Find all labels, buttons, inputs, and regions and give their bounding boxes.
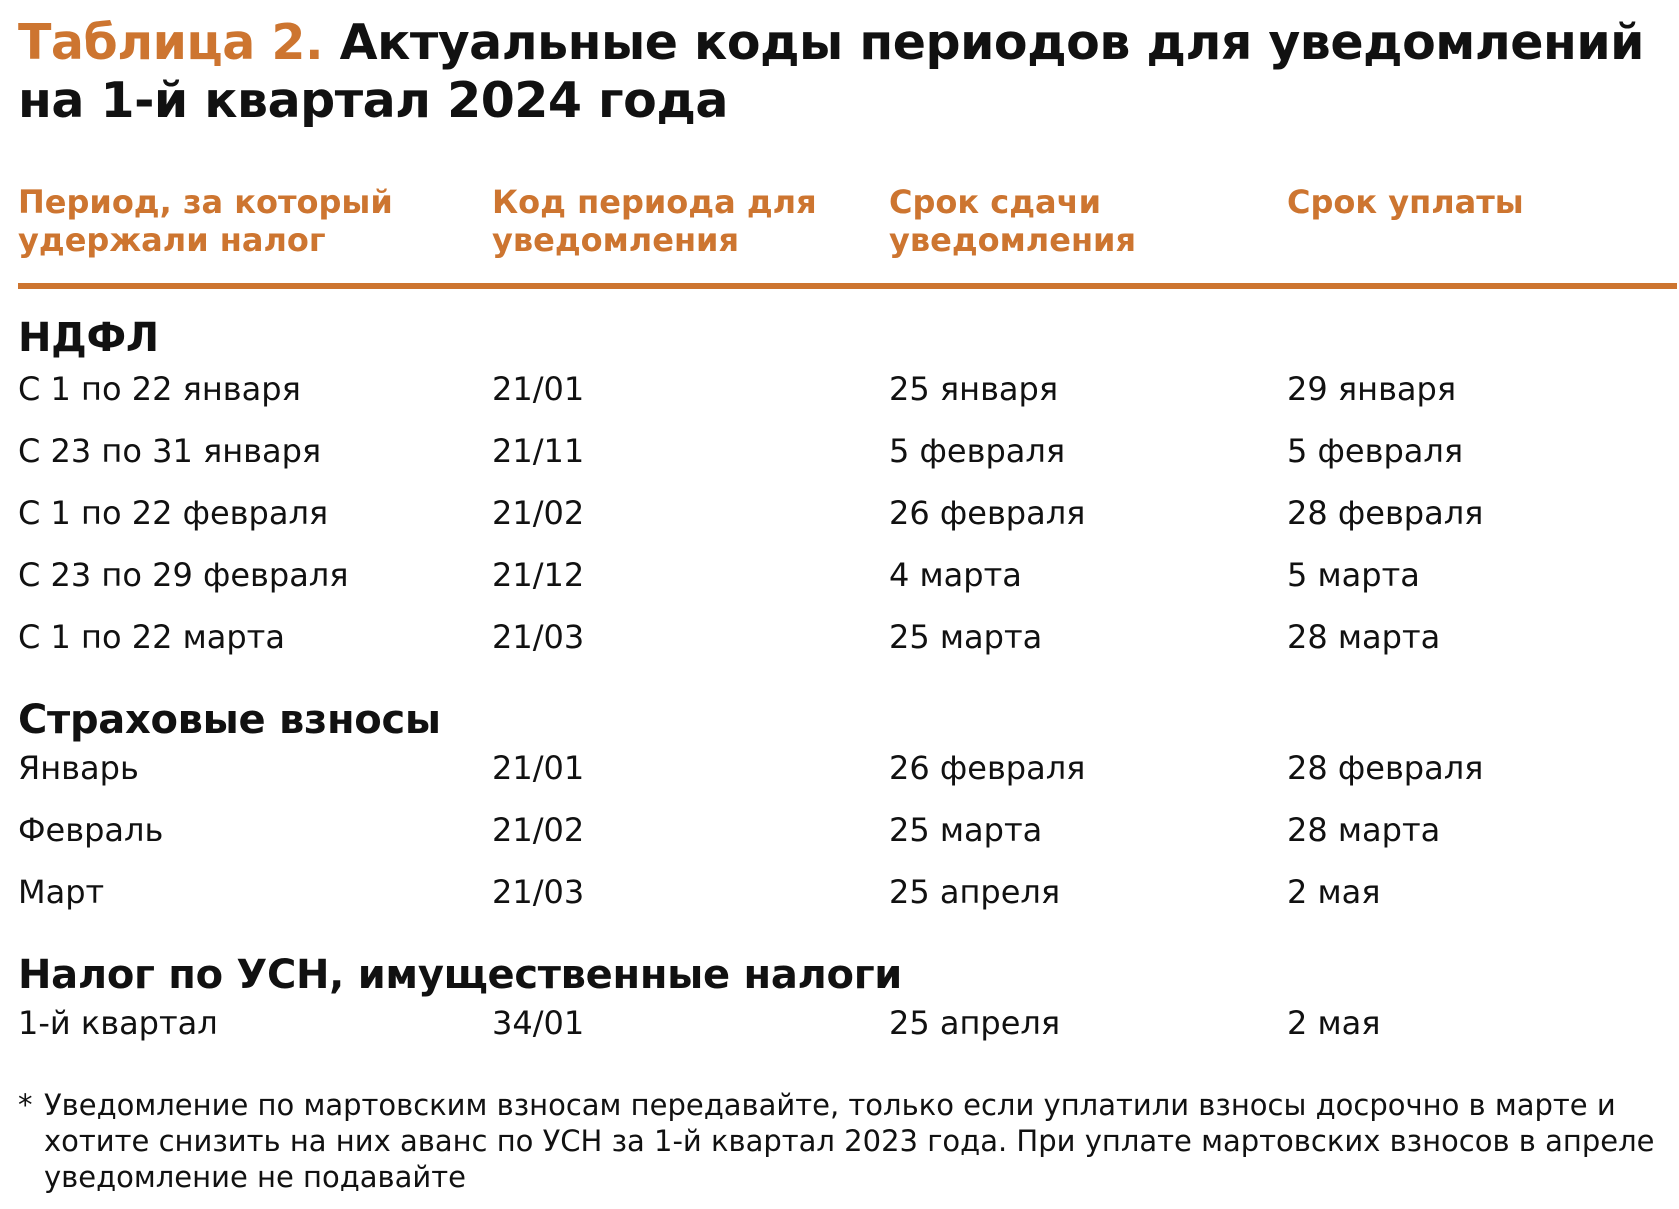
cell-payment-deadline: 29 января bbox=[1287, 370, 1457, 408]
table-row bbox=[18, 367, 1658, 411]
cell-submit-deadline: 26 февраля bbox=[889, 749, 1086, 787]
cell-code: 21/01 bbox=[492, 370, 585, 408]
cell-payment-deadline: 28 марта bbox=[1287, 811, 1441, 849]
column-header-period: Период, за который удержали налог bbox=[18, 183, 393, 259]
column-header-submit-deadline: Срок сдачи уведомления bbox=[889, 183, 1137, 259]
cell-period: 1-й квартал bbox=[18, 1004, 218, 1042]
cell-code: 34/01 bbox=[492, 1004, 585, 1042]
cell-submit-deadline: 25 апреля bbox=[889, 1004, 1061, 1042]
table-row bbox=[18, 615, 1658, 659]
table-row bbox=[18, 808, 1658, 852]
cell-period: Март bbox=[18, 873, 105, 911]
section-title-ndfl: НДФЛ bbox=[18, 315, 159, 361]
cell-period: Февраль bbox=[18, 811, 164, 849]
table-row bbox=[18, 746, 1658, 790]
cell-code: 21/12 bbox=[492, 556, 585, 594]
cell-payment-deadline: 28 февраля bbox=[1287, 494, 1484, 532]
table-title bbox=[18, 14, 1658, 130]
column-header-payment-deadline: Срок уплаты bbox=[1287, 183, 1524, 221]
cell-payment-deadline: 2 мая bbox=[1287, 873, 1381, 911]
footnote bbox=[18, 1087, 1658, 1195]
cell-submit-deadline: 25 марта bbox=[889, 618, 1043, 656]
cell-payment-deadline: 5 февраля bbox=[1287, 432, 1464, 470]
table-number: Таблица 2. bbox=[18, 14, 324, 71]
cell-payment-deadline: 28 марта bbox=[1287, 618, 1441, 656]
cell-submit-deadline: 26 февраля bbox=[889, 494, 1086, 532]
cell-code: 21/11 bbox=[492, 432, 585, 470]
cell-submit-deadline: 4 марта bbox=[889, 556, 1022, 594]
table-row bbox=[18, 429, 1658, 473]
cell-payment-deadline: 2 мая bbox=[1287, 1004, 1381, 1042]
table-row bbox=[18, 491, 1658, 535]
cell-code: 21/03 bbox=[492, 873, 585, 911]
cell-code: 21/02 bbox=[492, 494, 585, 532]
cell-period: С 1 по 22 января bbox=[18, 370, 301, 408]
section-title-insurance: Страховые взносы bbox=[18, 697, 441, 743]
column-headers bbox=[18, 183, 1658, 273]
table-caption: Актуальные коды периодов для уведомлений на 1-й квартал 2024 года bbox=[18, 14, 1644, 129]
table-row bbox=[18, 1001, 1658, 1045]
cell-code: 21/01 bbox=[492, 749, 585, 787]
cell-submit-deadline: 25 января bbox=[889, 370, 1059, 408]
cell-submit-deadline: 25 апреля bbox=[889, 873, 1061, 911]
cell-payment-deadline: 28 февраля bbox=[1287, 749, 1484, 787]
header-divider bbox=[18, 283, 1677, 289]
footnote-mark: * bbox=[18, 1088, 33, 1122]
cell-period: С 23 по 31 января bbox=[18, 432, 322, 470]
section-title-usn: Налог по УСН, имущественные налоги bbox=[18, 952, 903, 998]
table-row bbox=[18, 553, 1658, 597]
cell-code: 21/02 bbox=[492, 811, 585, 849]
cell-submit-deadline: 5 февраля bbox=[889, 432, 1066, 470]
cell-period: С 1 по 22 февраля bbox=[18, 494, 329, 532]
cell-period: Январь bbox=[18, 749, 139, 787]
column-header-code: Код периода для уведомления bbox=[492, 183, 817, 259]
table-row bbox=[18, 870, 1658, 914]
cell-code: 21/03 bbox=[492, 618, 585, 656]
cell-period: С 1 по 22 марта bbox=[18, 618, 285, 656]
footnote-text: Уведомление по мартовским взносам передавайте, только если уплатили взносы досрочно в марте и хотите снизить на них аванс по УСН за 1-й квартал 2023 года. При уплате мартовских взносов в апреле уведомление не подавайте bbox=[44, 1088, 1655, 1194]
cell-period: С 23 по 29 февраля bbox=[18, 556, 349, 594]
cell-submit-deadline: 25 марта bbox=[889, 811, 1043, 849]
cell-payment-deadline: 5 марта bbox=[1287, 556, 1420, 594]
